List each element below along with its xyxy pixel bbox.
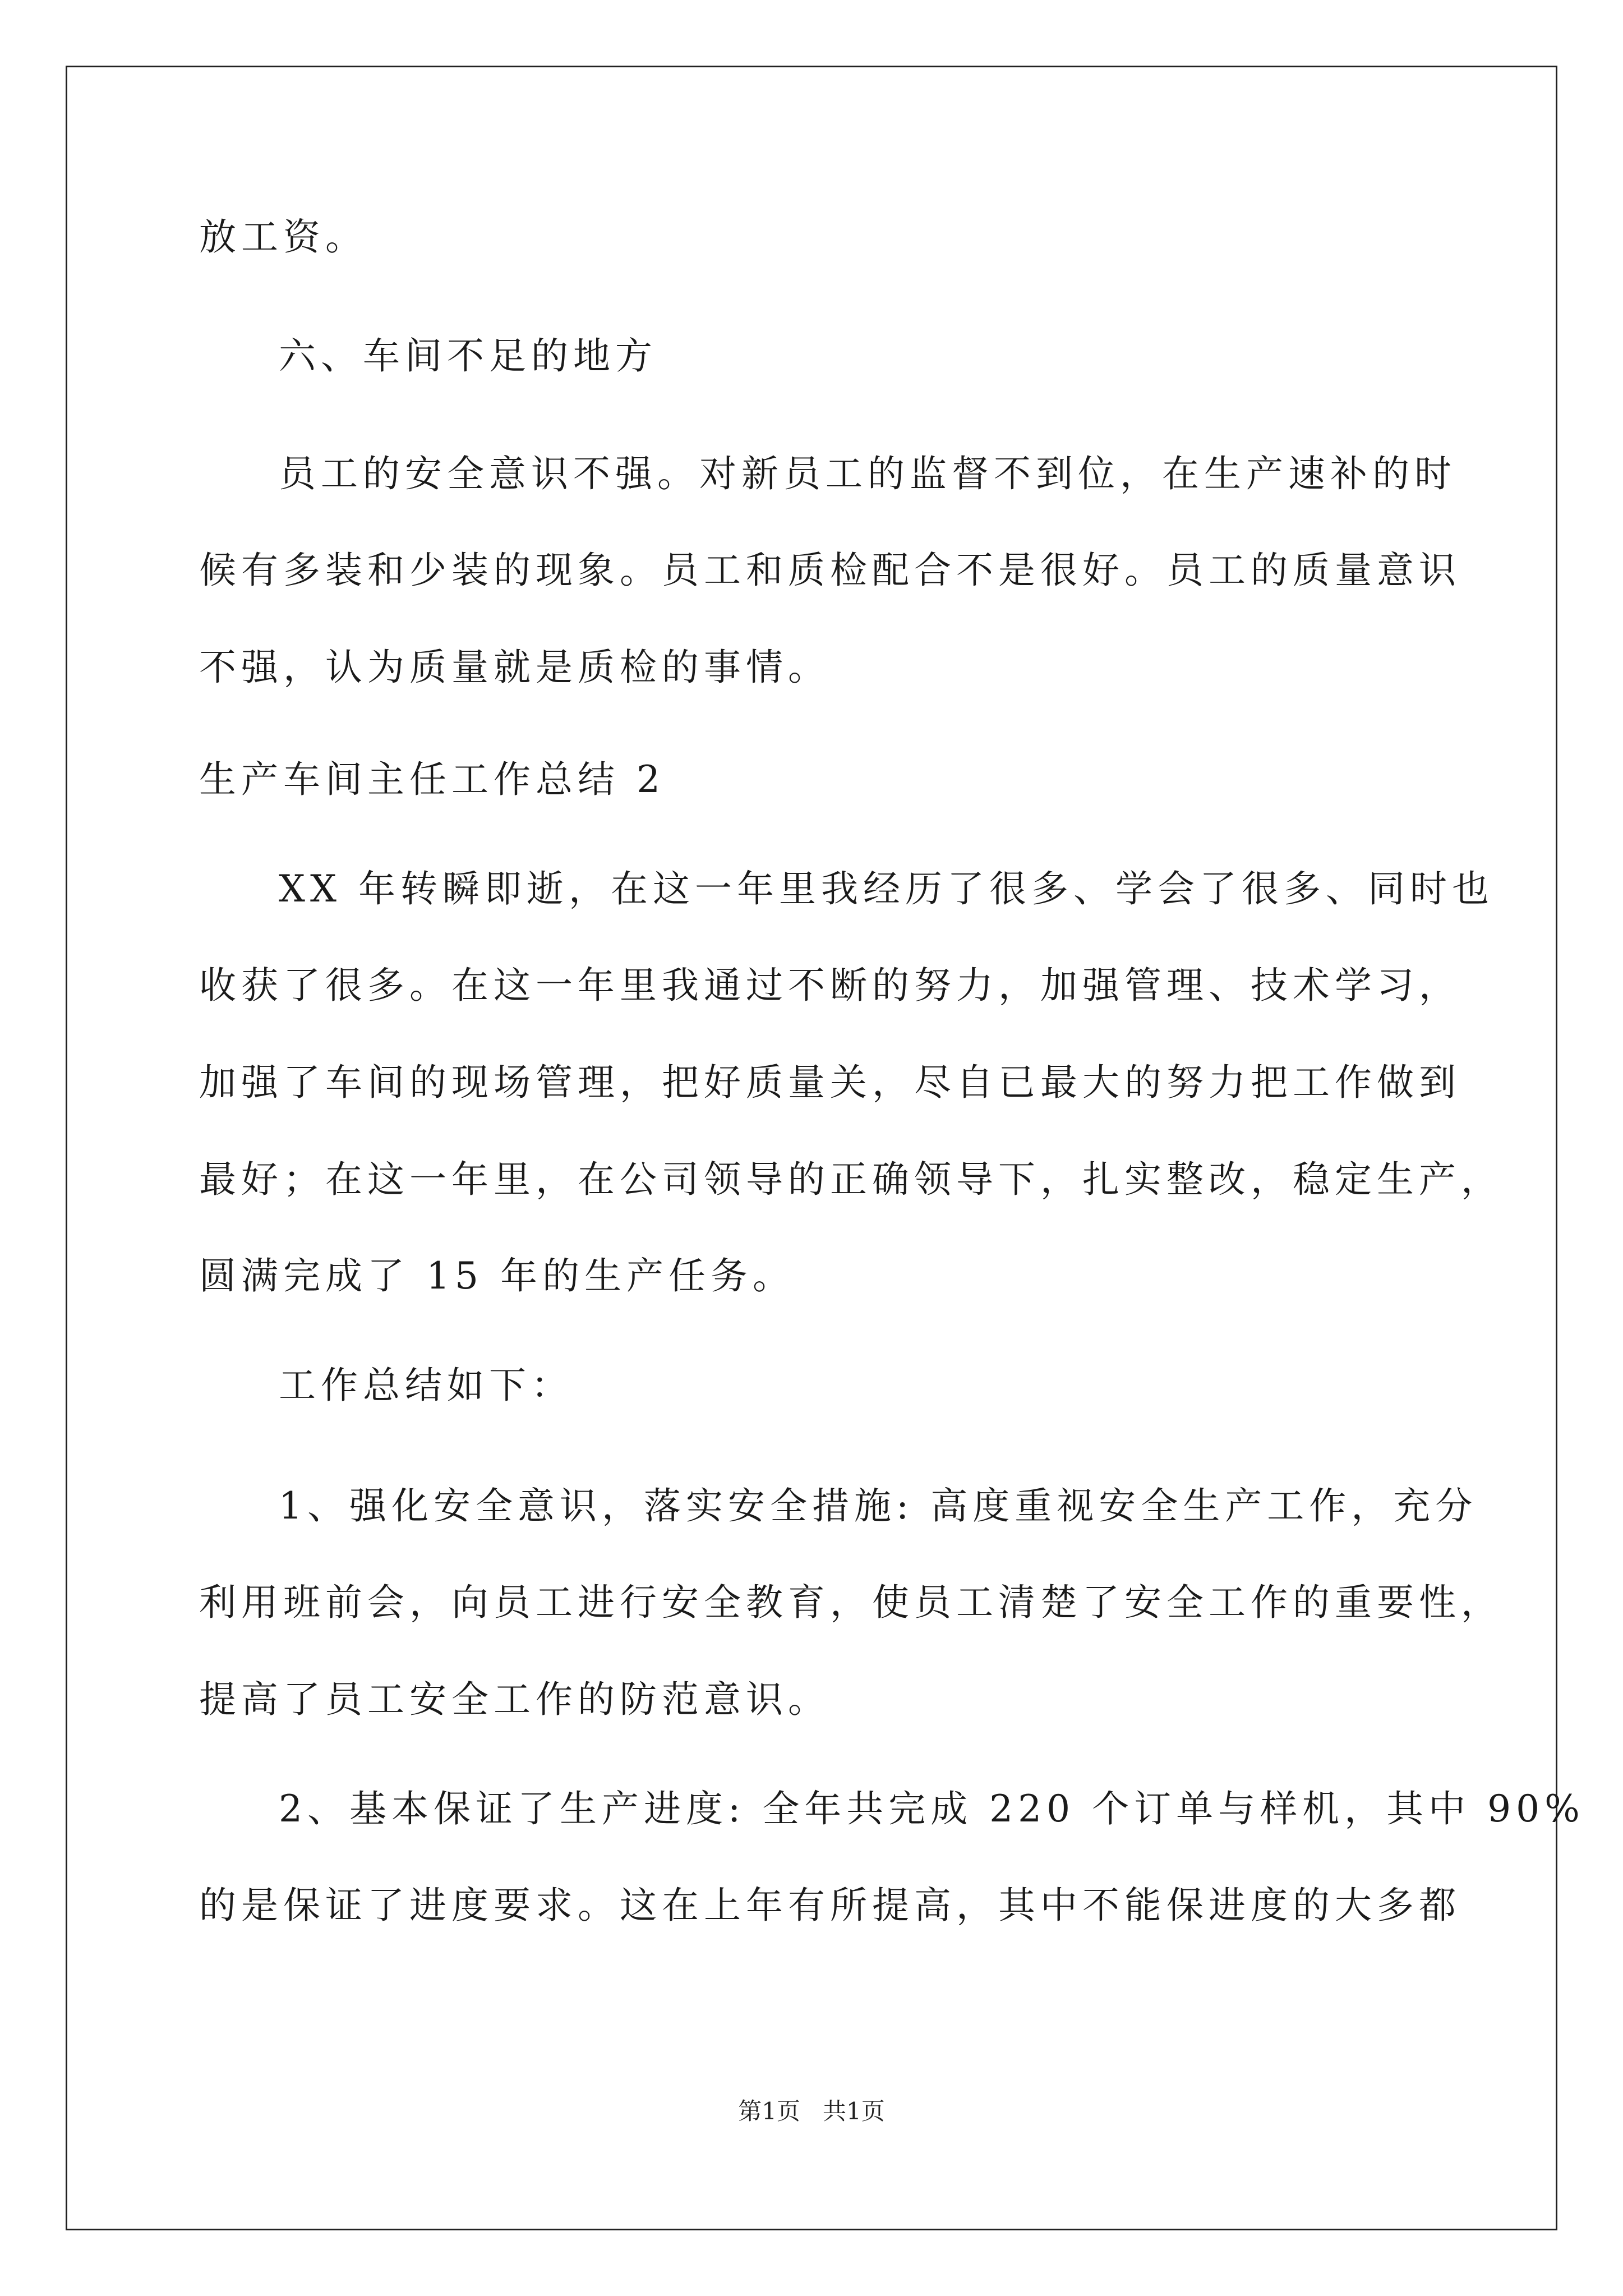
body-text-line: 收获了很多。在这一年里我通过不断的努力，加强管理、技术学习，: [199, 964, 1461, 1007]
document-title: 生产车间主任工作总结 2: [199, 758, 665, 801]
page-number-footer: 第1页 共1页: [738, 2097, 885, 2125]
body-text-line: 员工的安全意识不强。对新员工的监督不到位，在生产速补的时: [279, 452, 1456, 495]
list-item-text: 1、强化安全意识，落实安全措施: 高度重视安全生产工作，充分: [279, 1484, 1478, 1527]
list-item-text: 的是保证了进度要求。这在上年有所提高，其中不能保进度的大多都: [199, 1884, 1461, 1927]
list-item-text: 利用班前会，向员工进行安全教育，使员工清楚了安全工作的重要性，: [199, 1581, 1503, 1624]
body-text-line: 加强了车间的现场管理，把好质量关，尽自已最大的努力把工作做到: [199, 1061, 1461, 1104]
body-text-line: 圆满完成了 15 年的生产任务。: [199, 1254, 795, 1297]
body-text-line: XX 年转瞬即逝，在这一年里我经历了很多、学会了很多、同时也: [279, 867, 1494, 910]
list-item-text: 2、基本保证了生产进度: 全年共完成 220 个订单与样机，其中 90%: [279, 1787, 1585, 1830]
body-text-line: 不强，认为质量就是质检的事情。: [199, 646, 830, 689]
body-text-line: 候有多装和少装的现象。员工和质检配合不是很好。员工的质量意识: [199, 549, 1461, 592]
list-item-text: 提高了员工安全工作的防范意识。: [199, 1678, 830, 1721]
body-text-line: 放工资。: [199, 215, 367, 259]
section-heading: 六、车间不足的地方: [279, 334, 657, 378]
body-text-line: 最好；在这一年里，在公司领导的正确领导下，扎实整改，稳定生产，: [199, 1158, 1503, 1201]
section-heading: 工作总结如下：: [279, 1364, 573, 1407]
